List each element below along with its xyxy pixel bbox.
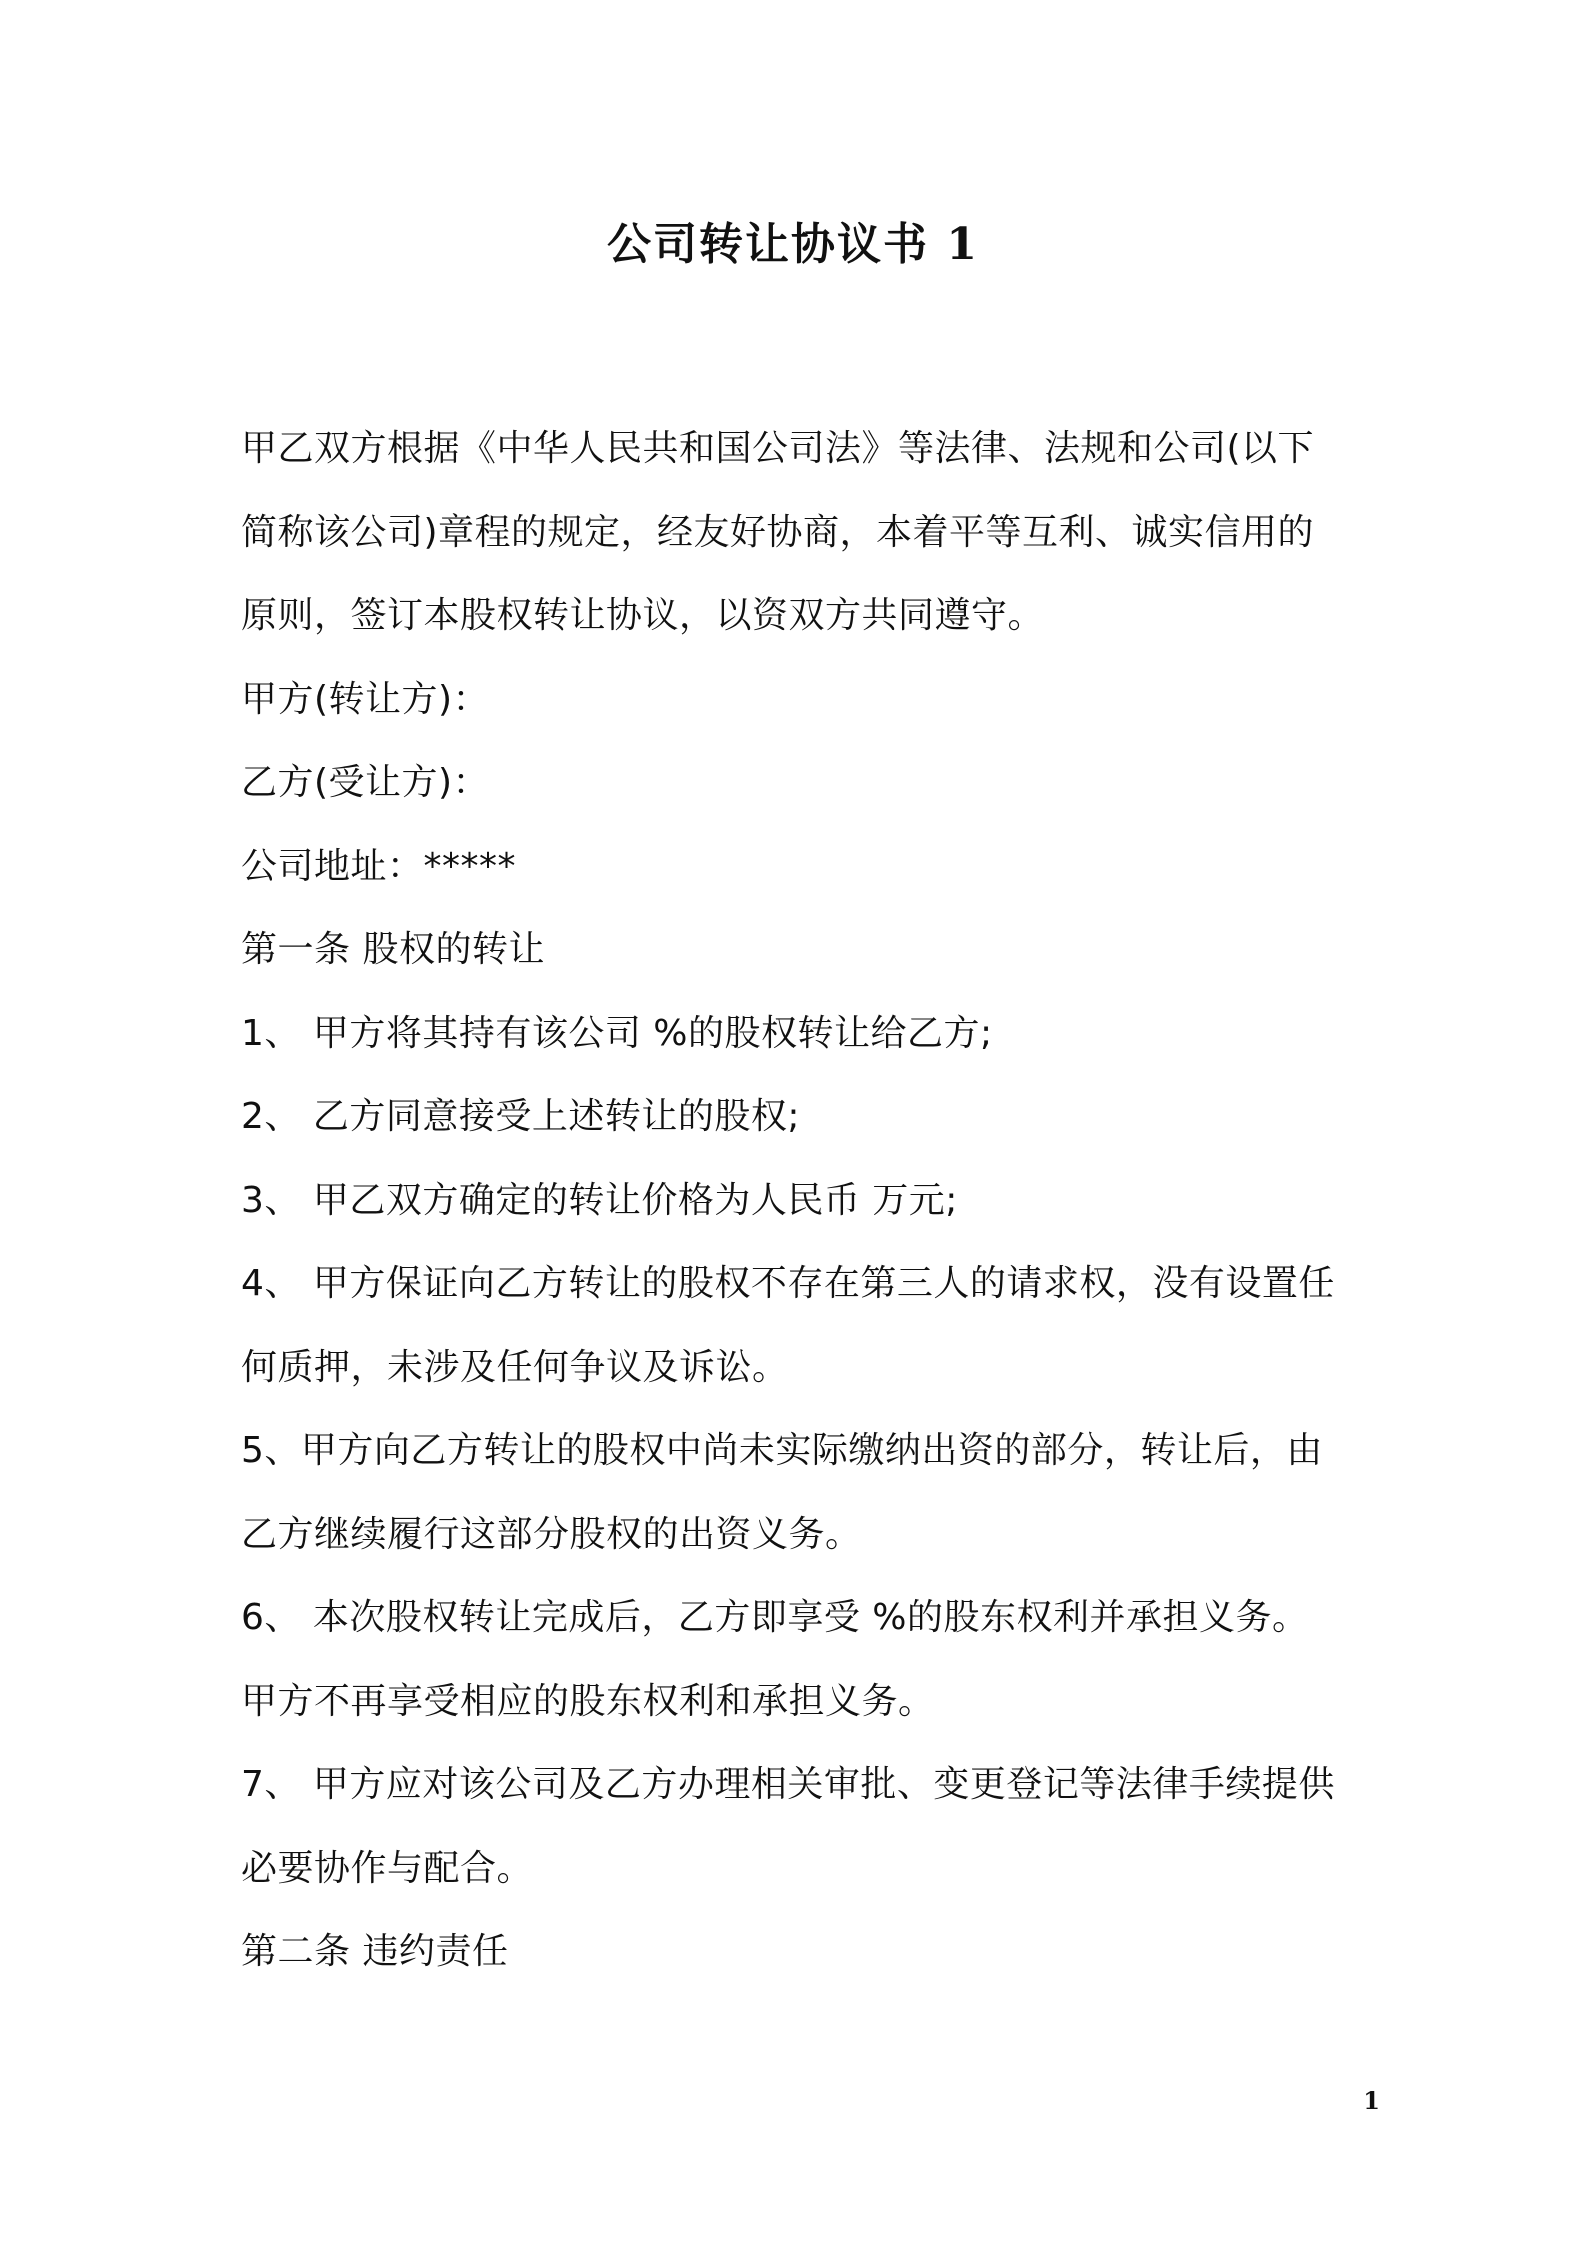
clause-1: 1、 甲方将其持有该公司 %的股权转让给乙方;: [241, 1012, 993, 1054]
clause-4-line-1: 4、 甲方保证向乙方转让的股权不存在第三人的请求权，没有设置任: [241, 1263, 1335, 1304]
text-line-3: 原则，签订本股权转让协议，以资双方共同遵守。: [241, 595, 1045, 636]
clause-5-line-1: 5、甲方向乙方转让的股权中尚未实际缴纳出资的部分，转让后，由: [241, 1430, 1323, 1471]
text-line-2: 简称该公司)章程的规定，经友好协商，本着平等互利、诚实信用的: [241, 511, 1315, 553]
clause-7-line-2: 必要协作与配合。: [241, 1847, 534, 1889]
text-line-1: 甲乙双方根据《中华人民共和国公司法》等法律、法规和公司(以下: [241, 428, 1315, 469]
clause-7-line-1: 7、 甲方应对该公司及乙方办理相关审批、变更登记等法律手续提供: [241, 1764, 1335, 1805]
clause-5-line-2: 乙方继续履行这部分股权的出资义务。: [241, 1513, 862, 1555]
party-b-line: 乙方(受让方)：: [241, 762, 490, 803]
document-body: [241, 407, 1356, 1994]
clause-6-line-2: 甲方不再享受相应的股东权利和承担义务。: [241, 1680, 935, 1722]
page-number: 1: [1363, 2086, 1380, 2115]
clause-2: 2、 乙方同意接受上述转让的股权;: [241, 1096, 800, 1137]
article-2-heading: 第二条 违约责任: [241, 1931, 509, 1972]
party-a-line: 甲方(转让方)：: [241, 678, 490, 720]
clause-3: 3、 甲乙双方确定的转让价格为人民币 万元;: [241, 1179, 958, 1221]
article-1-heading: 第一条 股权的转让: [241, 929, 545, 970]
company-address-line: 公司地址：*****: [241, 845, 517, 887]
clause-4-line-2: 何质押，未涉及任何争议及诉讼。: [241, 1346, 789, 1388]
clause-6-line-1: 6、 本次股权转让完成后，乙方即享受 %的股东权利并承担义务。: [241, 1597, 1309, 1638]
document-title: 公司转让协议书 1: [607, 219, 979, 270]
